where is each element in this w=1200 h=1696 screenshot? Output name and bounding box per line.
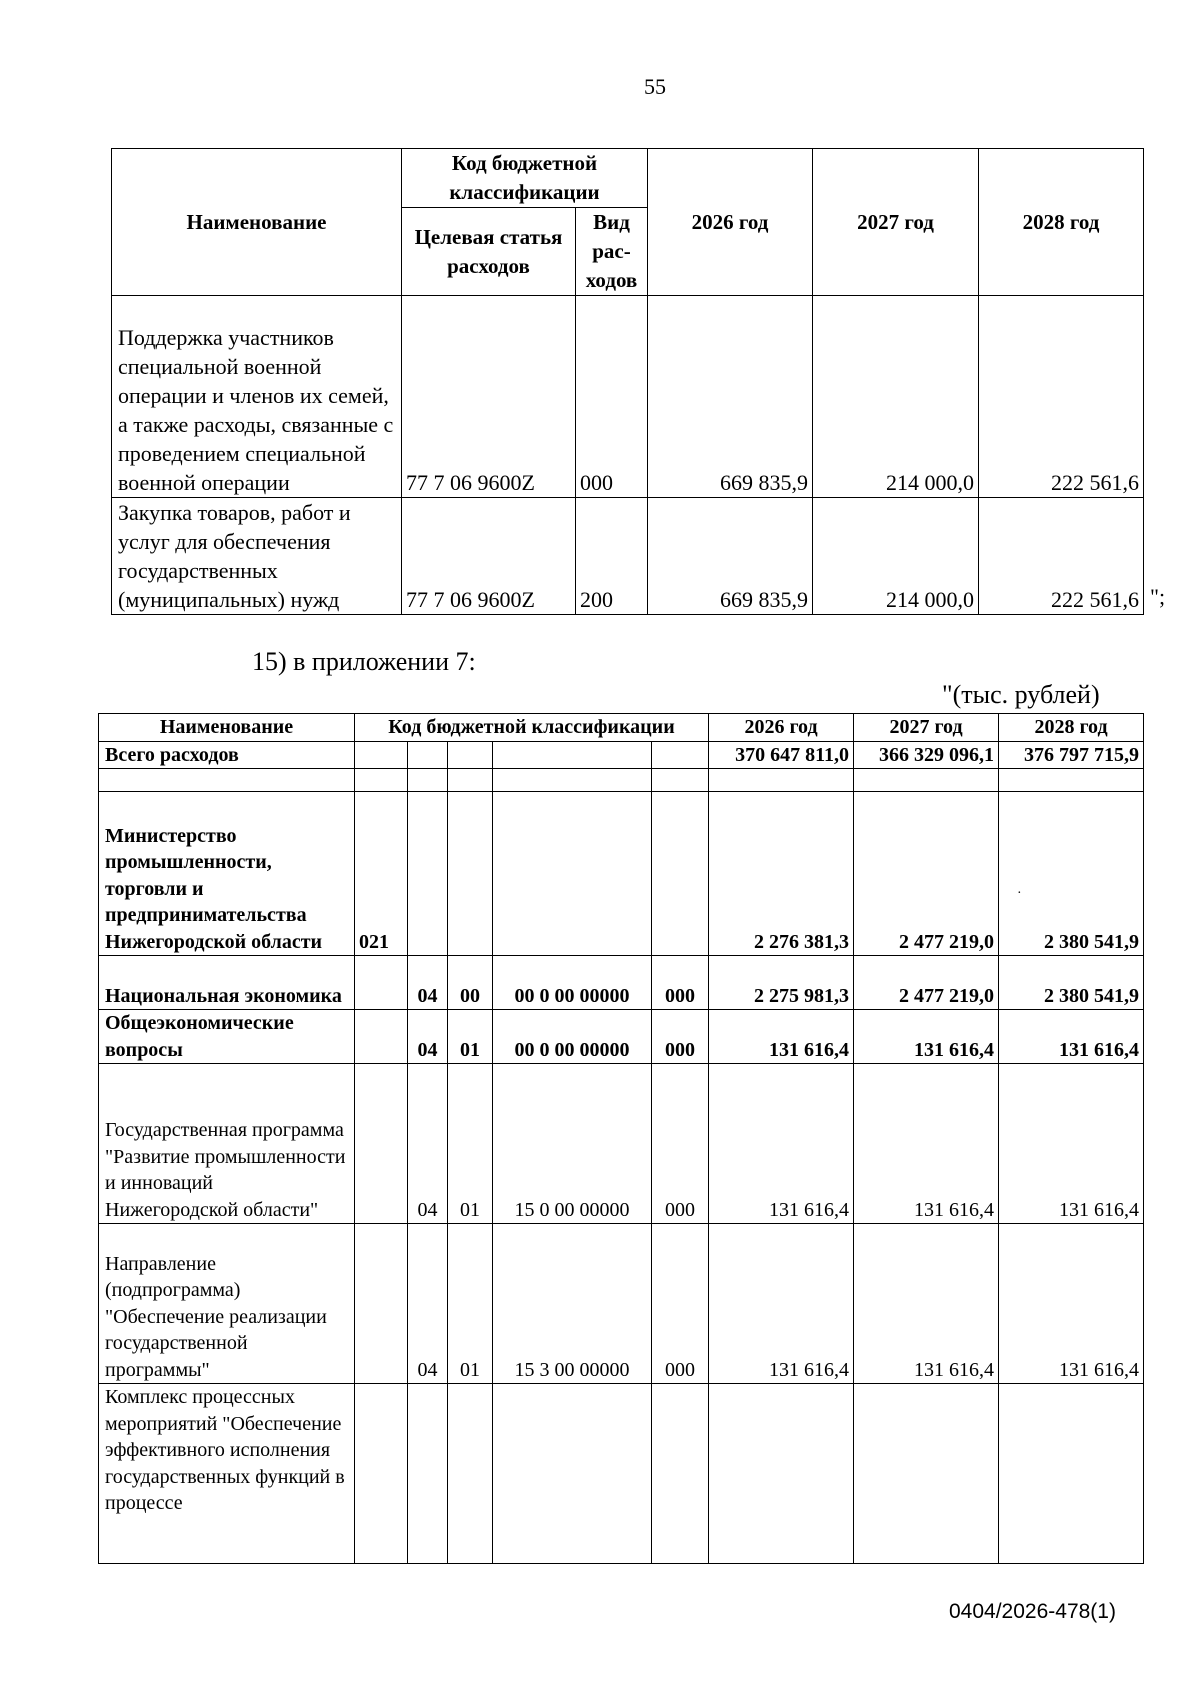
row-2028: 131 616,4 [999, 1064, 1144, 1224]
row-2026: 2 275 981,3 [709, 956, 854, 1010]
row-name: Национальная экономика [99, 956, 355, 1010]
row-name: Направление (подпрограмма) "Обеспечение реализации государственной программы" [99, 1224, 355, 1384]
row-code-5: 000 [652, 1010, 709, 1064]
header-2026: 2026 год [648, 149, 813, 296]
row-2027: 131 616,4 [854, 1010, 999, 1064]
row-code-1 [355, 1384, 408, 1564]
row-2027 [854, 1384, 999, 1564]
header-code-group: Код бюджетной классификации [402, 149, 648, 208]
row-code-4: 00 0 00 00000 [493, 1010, 652, 1064]
table-row [99, 1384, 1144, 1564]
row-code-2: 04 [408, 1064, 448, 1224]
row-2028: 222 561,6 [979, 498, 1144, 615]
budget-table-2 [98, 713, 1144, 1564]
row-code-3: 01 [448, 1224, 493, 1384]
row-code-3 [448, 792, 493, 956]
row-2026: 669 835,9 [648, 296, 813, 498]
row-code-5: 000 [652, 956, 709, 1010]
spacer-row [99, 769, 1144, 792]
total-2027: 366 329 096,1 [854, 741, 999, 769]
row-2028: 131 616,4 [999, 1010, 1144, 1064]
total-2028: 376 797 715,9 [999, 741, 1144, 769]
row-code-5: 000 [652, 1224, 709, 1384]
budget-table-1 [111, 148, 1144, 615]
table-row [112, 296, 1144, 498]
row-code-2 [408, 792, 448, 956]
section-intro: 15) в приложении 7: [252, 647, 476, 676]
row-code-1: 021 [355, 792, 408, 956]
table-row [99, 1064, 1144, 1224]
row-2026: 131 616,4 [709, 1010, 854, 1064]
table-row [112, 498, 1144, 615]
row-2027: 131 616,4 [854, 1064, 999, 1224]
header-2028: 2028 год [999, 714, 1144, 742]
stray-mark: · [1017, 886, 1022, 901]
table-row [99, 956, 1144, 1010]
row-2026: 131 616,4 [709, 1224, 854, 1384]
row-name: Поддержка участников специальной военной операции и членов их семей, а также расходы, связанные с проведением специальной военной операции [112, 296, 402, 498]
table-row [99, 792, 1144, 956]
row-2026: 131 616,4 [709, 1064, 854, 1224]
row-name: Государственная программа "Развитие промышленности и инноваций Нижегородской области" [99, 1064, 355, 1224]
row-code-3: 01 [448, 1010, 493, 1064]
row-kind: 000 [576, 296, 648, 498]
row-code-4: 15 0 00 00000 [493, 1064, 652, 1224]
header-2027: 2027 год [854, 714, 999, 742]
header-2028: 2028 год [979, 149, 1144, 296]
row-code-4 [493, 1384, 652, 1564]
row-2027: 131 616,4 [854, 1224, 999, 1384]
row-code-3 [448, 1384, 493, 1564]
header-code: Код бюджетной классификации [355, 714, 709, 742]
row-2028 [999, 1384, 1144, 1564]
row-code-3: 00 [448, 956, 493, 1010]
table-row [99, 1010, 1144, 1064]
row-code-2 [408, 1384, 448, 1564]
row-code-4: 15 3 00 00000 [493, 1224, 652, 1384]
table-row [99, 1224, 1144, 1384]
row-code-5 [652, 1384, 709, 1564]
row-code-1 [355, 1010, 408, 1064]
header-2026: 2026 год [709, 714, 854, 742]
units-label: "(тыс. рублей) [942, 680, 1100, 709]
row-code-5 [652, 792, 709, 956]
header-name: Наименование [112, 149, 402, 296]
header-2027: 2027 год [813, 149, 979, 296]
row-code-1 [355, 956, 408, 1010]
row-code-5: 000 [652, 1064, 709, 1224]
header-name: Наименование [99, 714, 355, 742]
row-name: Министерство промышленности, торговли и предпринимательства Нижегородской области [99, 792, 355, 956]
header-kind: Вид рас-ходов [576, 208, 648, 296]
page-number: 55 [644, 74, 666, 99]
row-2027: 214 000,0 [813, 296, 979, 498]
total-2026: 370 647 811,0 [709, 741, 854, 769]
row-code-2: 04 [408, 1224, 448, 1384]
row-target: 77 7 06 9600Z [402, 296, 576, 498]
row-2028: 2 380 541,9 [999, 792, 1144, 956]
row-2027: 2 477 219,0 [854, 956, 999, 1010]
row-name: Комплекс процессных мероприятий "Обеспечение эффективного исполнения государственных функций в процессе [99, 1384, 355, 1564]
header-target: Целевая статья расходов [402, 208, 576, 296]
row-name: Закупка товаров, работ и услуг для обеспечения государственных (муниципальных) нужд [112, 498, 402, 615]
table1-closing-quote: "; [1150, 584, 1166, 609]
row-code-3: 01 [448, 1064, 493, 1224]
row-code-1 [355, 1064, 408, 1224]
row-2026: 2 276 381,3 [709, 792, 854, 956]
row-2027: 2 477 219,0 [854, 792, 999, 956]
row-2028: 2 380 541,9 [999, 956, 1144, 1010]
row-code-2: 04 [408, 1010, 448, 1064]
row-code-2: 04 [408, 956, 448, 1010]
row-2026 [709, 1384, 854, 1564]
row-2028: 131 616,4 [999, 1224, 1144, 1384]
row-code-4: 00 0 00 00000 [493, 956, 652, 1010]
row-name: Общеэкономические вопросы [99, 1010, 355, 1064]
total-name: Всего расходов [99, 741, 355, 769]
row-code-4 [493, 792, 652, 956]
row-2026: 669 835,9 [648, 498, 813, 615]
row-target: 77 7 06 9600Z [402, 498, 576, 615]
total-row [99, 741, 1144, 769]
row-kind: 200 [576, 498, 648, 615]
document-id-footer: 0404/2026-478(1) [949, 1600, 1116, 1623]
row-2028: 222 561,6 [979, 296, 1144, 498]
row-2027: 214 000,0 [813, 498, 979, 615]
row-code-1 [355, 1224, 408, 1384]
